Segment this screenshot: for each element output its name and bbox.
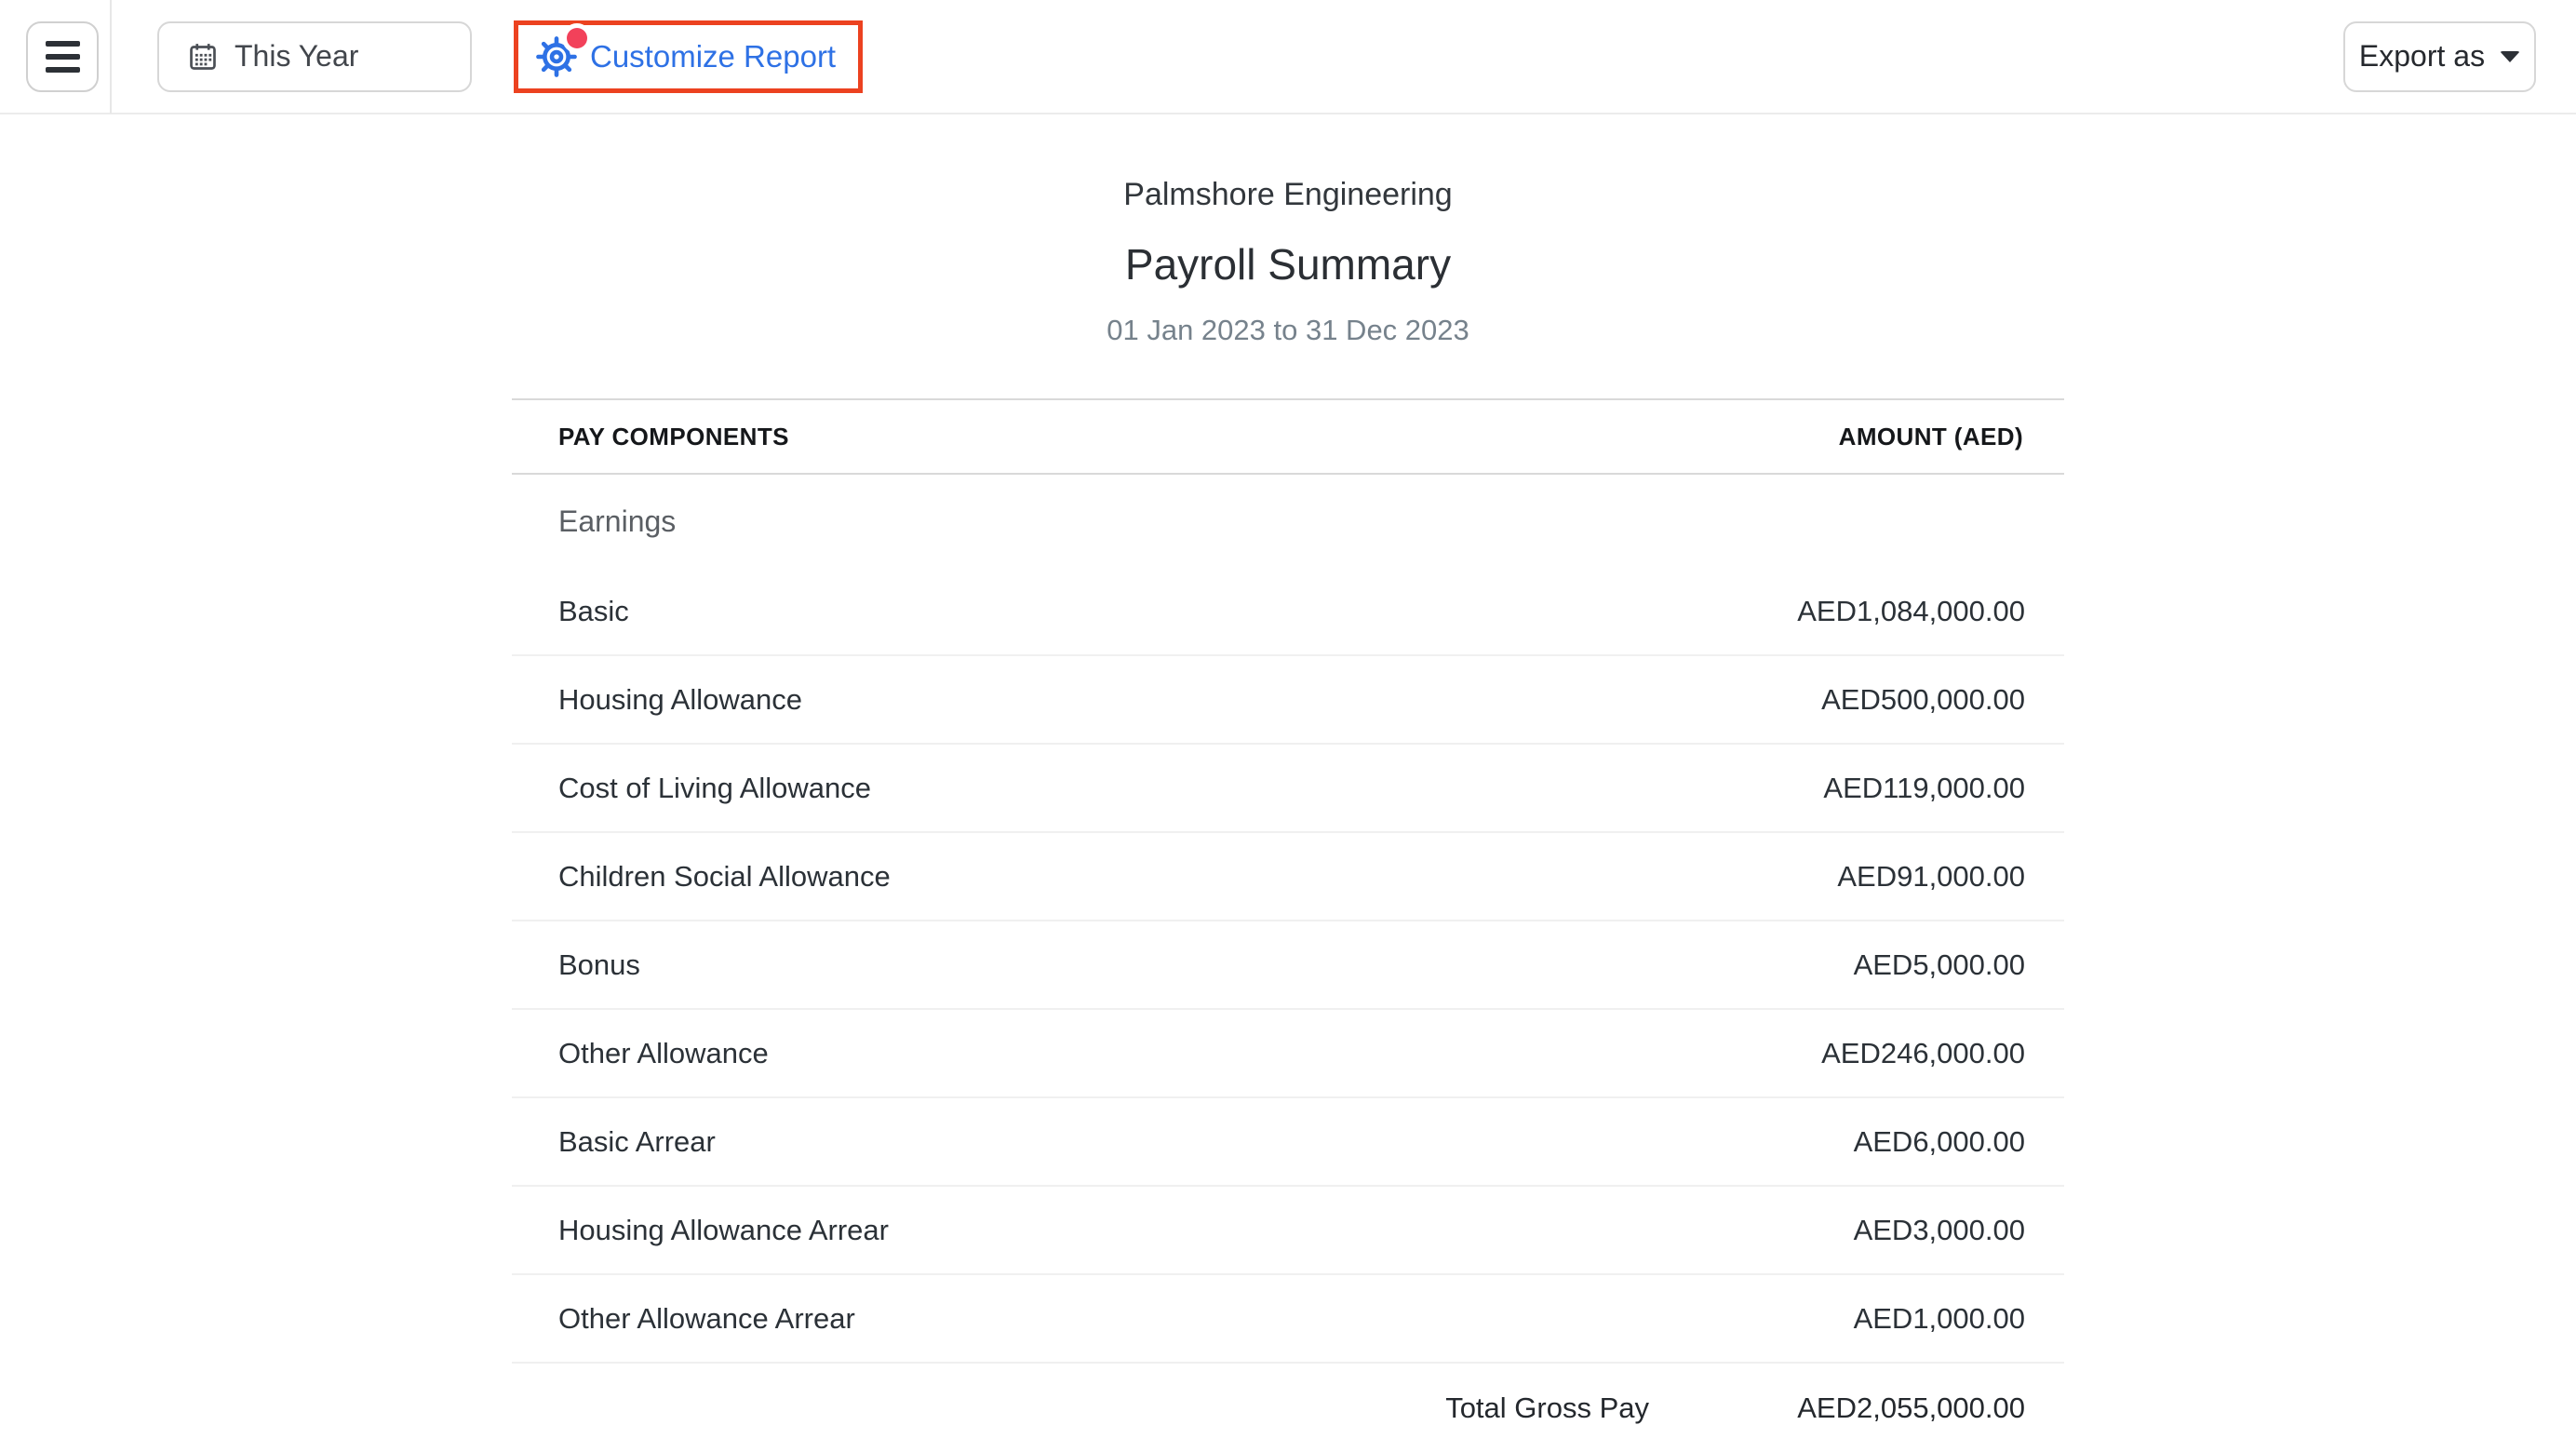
export-as-button[interactable] — [2343, 21, 2536, 92]
pay-component-label: Housing Allowance Arrear — [558, 1213, 889, 1246]
table-row — [512, 656, 2064, 745]
report-header — [0, 174, 2576, 349]
customize-report-label: Customize Report — [590, 38, 837, 74]
customize-report-button[interactable] — [518, 25, 858, 88]
gear-icon — [535, 35, 578, 78]
pay-component-amount: AED91,000.00 — [1837, 859, 2025, 893]
payroll-summary-table — [512, 398, 2064, 1452]
pay-component-label: Cost of Living Allowance — [558, 771, 872, 804]
pay-component-label: Other Allowance — [558, 1036, 769, 1069]
pay-component-label: Other Allowance Arrear — [558, 1301, 855, 1335]
table-row — [512, 833, 2064, 921]
pay-component-amount: AED246,000.00 — [1821, 1036, 2025, 1069]
column-header-pay-components: PAY COMPONENTS — [558, 422, 789, 450]
table-row — [512, 1010, 2064, 1098]
toolbar — [0, 0, 2576, 114]
pay-component-label: Housing Allowance — [558, 682, 802, 716]
menu-button[interactable] — [26, 21, 99, 92]
notification-dot-icon — [567, 28, 587, 48]
chevron-down-icon — [2500, 51, 2520, 62]
pay-component-label: Children Social Allowance — [558, 859, 891, 893]
pay-component-amount: AED500,000.00 — [1821, 682, 2025, 716]
date-range-label: This Year — [235, 39, 359, 73]
calendar-icon — [187, 41, 219, 73]
table-row — [512, 568, 2064, 656]
report-date-range: 01 Jan 2023 to 31 Dec 2023 — [1107, 314, 1469, 346]
pay-component-label: Basic — [558, 594, 629, 627]
section-label: Earnings — [558, 504, 677, 538]
pay-component-amount: AED5,000.00 — [1853, 948, 2025, 981]
table-row — [512, 1275, 2064, 1364]
pay-component-label: Bonus — [558, 948, 640, 981]
company-name: Palmshore Engineering — [1123, 177, 1453, 212]
table-row — [512, 1098, 2064, 1187]
column-header-amount: AMOUNT (AED) — [1838, 422, 2023, 450]
toolbar-divider — [110, 0, 112, 114]
pay-component-amount: AED119,000.00 — [1823, 771, 2025, 804]
report-title: Payroll Summary — [1124, 240, 1452, 289]
total-label: Total Gross Pay — [1445, 1391, 1649, 1424]
pay-component-amount: AED1,084,000.00 — [1797, 594, 2025, 627]
pay-component-label: Basic Arrear — [558, 1124, 716, 1158]
total-row — [512, 1364, 2064, 1452]
table-row — [512, 921, 2064, 1010]
table-header-row — [512, 398, 2064, 475]
hamburger-icon — [46, 41, 80, 73]
annotation-highlight-box — [514, 20, 863, 93]
section-row-earnings — [512, 475, 2064, 568]
date-range-button[interactable] — [157, 21, 472, 92]
total-amount: AED2,055,000.00 — [1797, 1391, 2025, 1424]
pay-component-amount: AED3,000.00 — [1853, 1213, 2025, 1246]
table-row — [512, 745, 2064, 833]
pay-component-amount: AED6,000.00 — [1853, 1124, 2025, 1158]
table-row — [512, 1187, 2064, 1275]
pay-component-amount: AED1,000.00 — [1853, 1301, 2025, 1335]
report-content — [0, 174, 2576, 1452]
export-as-label: Export as — [2358, 39, 2486, 73]
